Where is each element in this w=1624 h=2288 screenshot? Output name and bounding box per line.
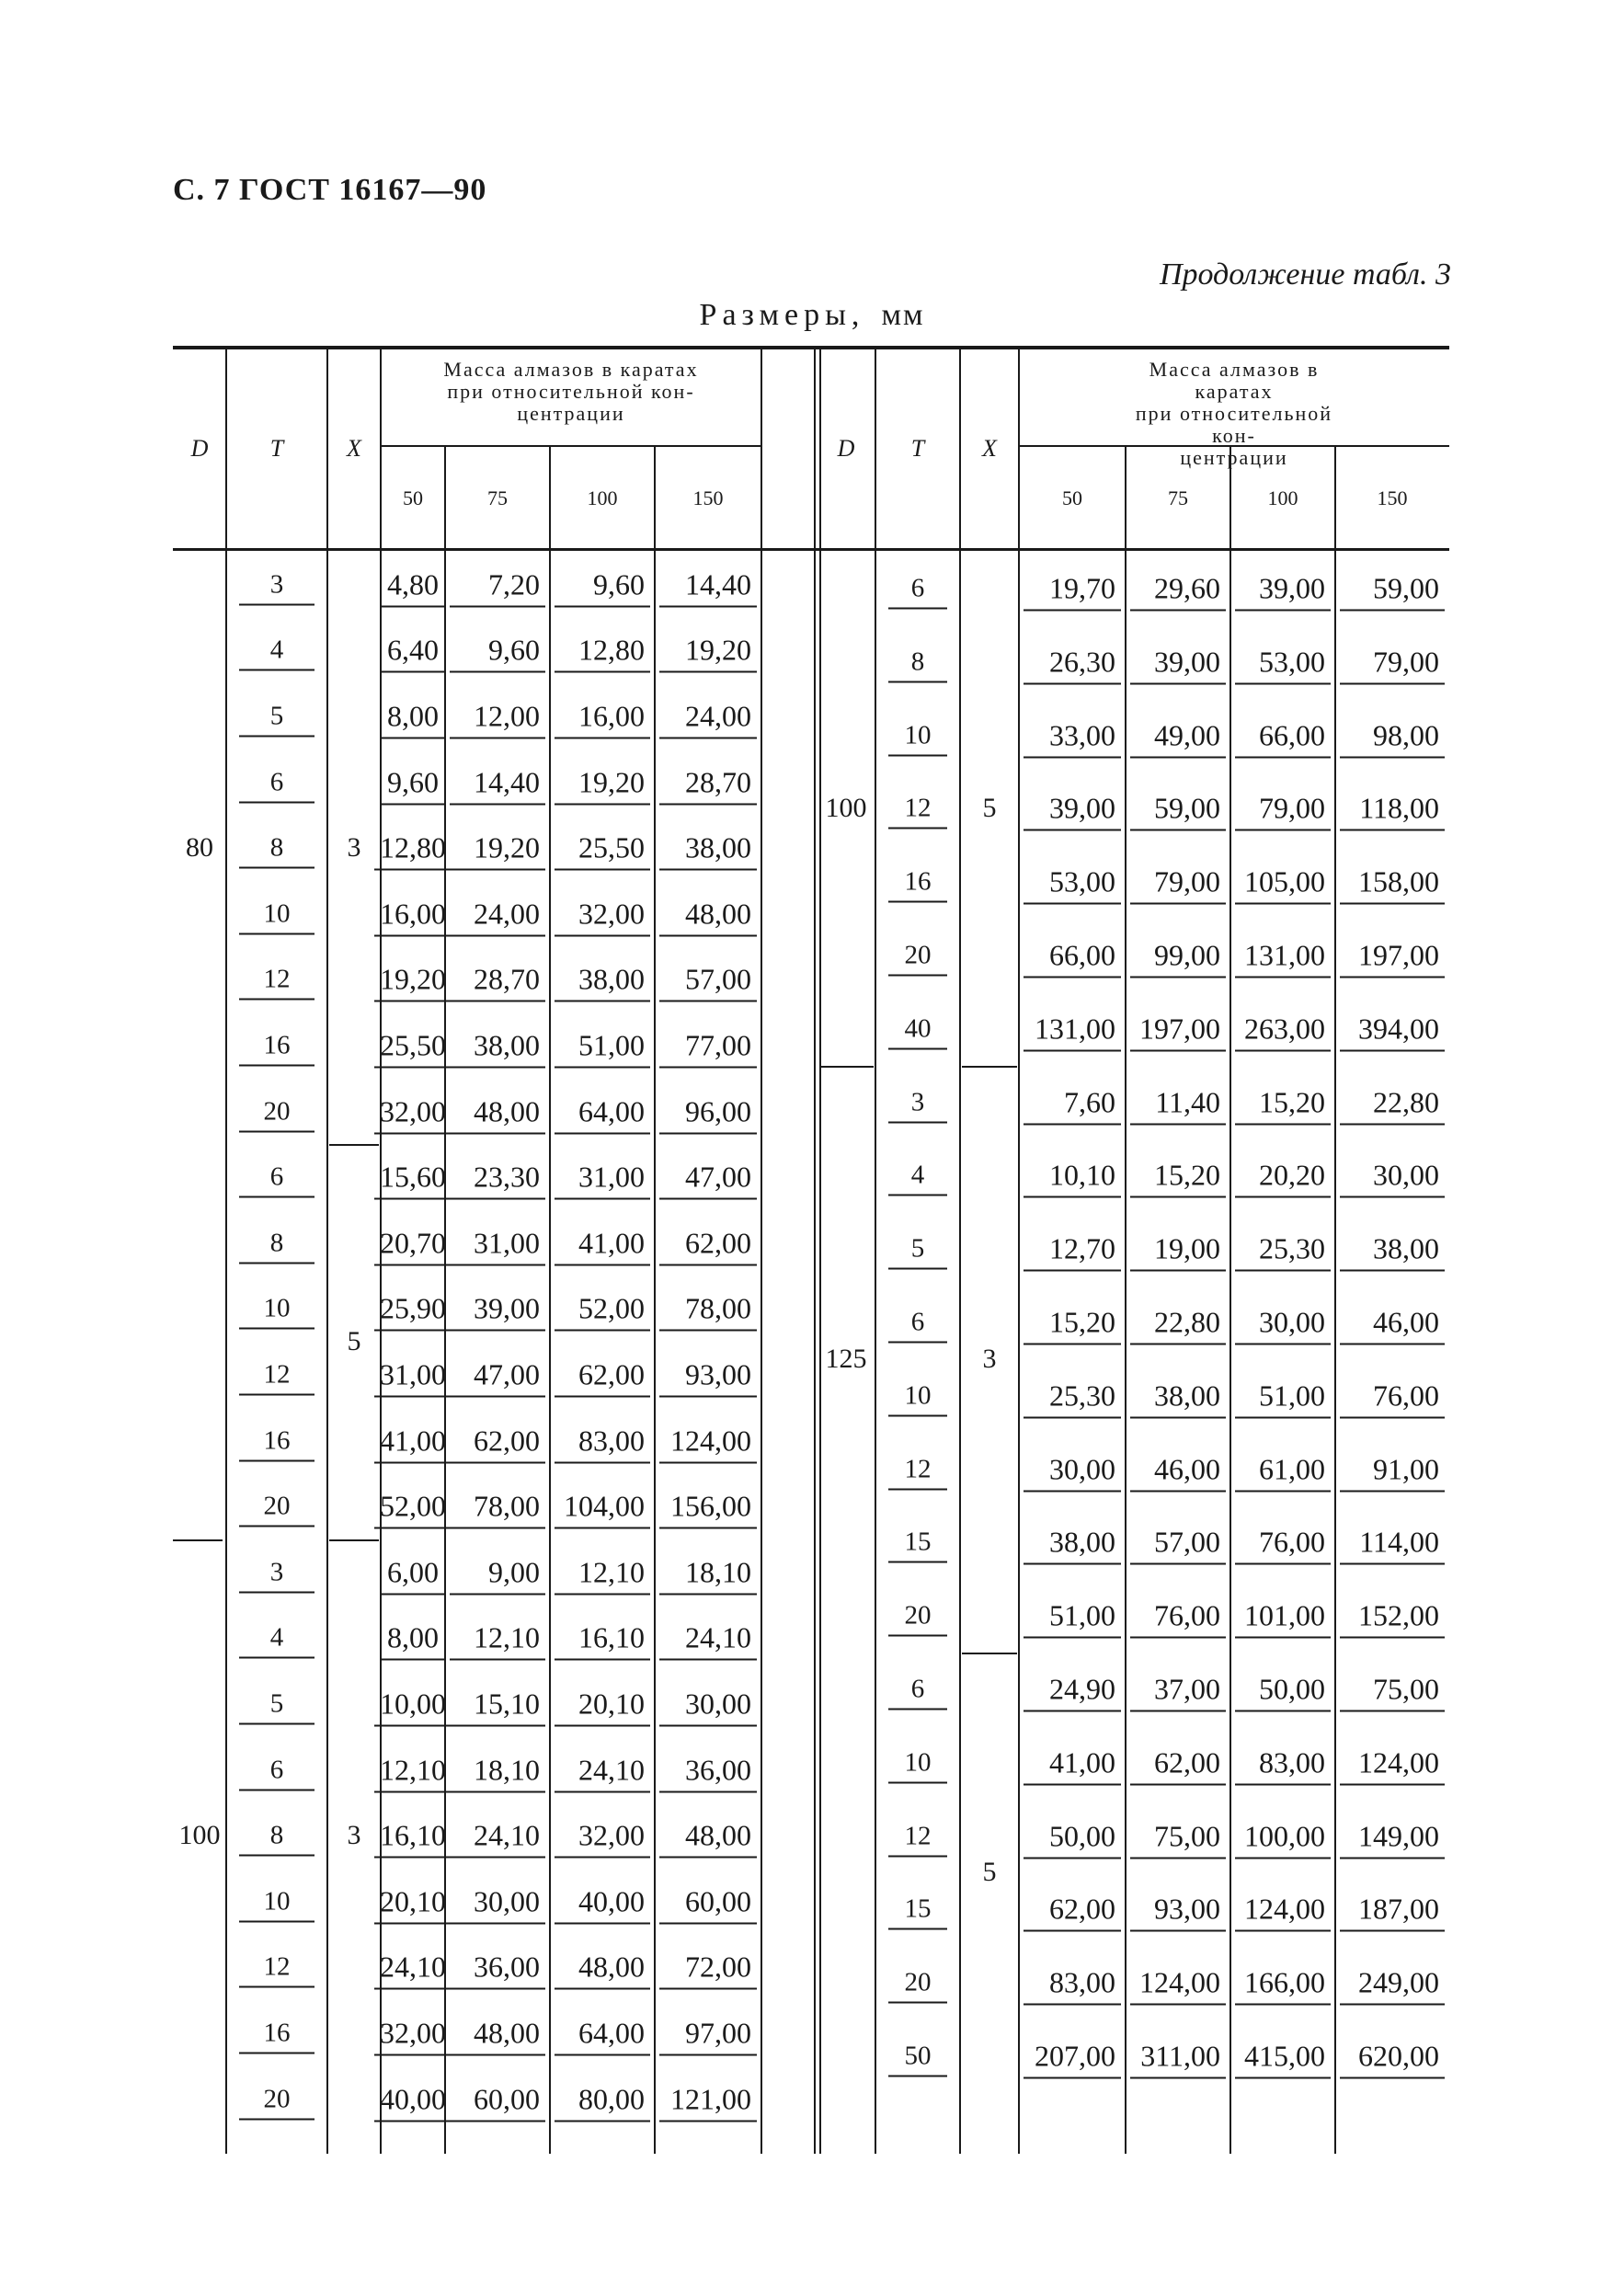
thickness-cell: 8 xyxy=(245,1821,309,1851)
mass-value-cell: 99,00 xyxy=(1136,938,1220,972)
mass-value-cell: 124,00 xyxy=(1136,1966,1220,2000)
mass-value-cell: 98,00 xyxy=(1345,718,1439,752)
mass-value-cell: 12,10 xyxy=(560,1555,645,1589)
units-mm: мм xyxy=(881,298,925,332)
thickness-cell: 15 xyxy=(894,1894,942,1925)
mass-value-cell: 149,00 xyxy=(1345,1819,1439,1853)
mass-value-cell: 30,00 xyxy=(455,1884,540,1918)
mass-value-cell: 62,00 xyxy=(560,1358,645,1392)
mass-value-cell: 12,10 xyxy=(380,1753,446,1787)
thickness-cell: 12 xyxy=(245,1952,309,1983)
mass-value-cell: 39,00 xyxy=(1136,645,1220,679)
mass-value-cell: 75,00 xyxy=(1136,1819,1220,1853)
diamond-mass-table xyxy=(173,346,1449,2154)
mass-value-cell: 23,30 xyxy=(455,1161,540,1195)
mass-value-cell: 10,10 xyxy=(1029,1159,1115,1193)
mass-value-cell: 620,00 xyxy=(1345,2039,1439,2073)
mass-value-cell: 16,10 xyxy=(380,1818,446,1852)
mass-value-cell: 41,00 xyxy=(380,1424,446,1458)
mass-value-cell: 78,00 xyxy=(455,1490,540,1524)
mass-value-cell: 101,00 xyxy=(1241,1599,1325,1633)
thickness-cell: 3 xyxy=(894,1087,942,1117)
mass-value-cell: 12,00 xyxy=(455,700,540,734)
thickness-cell: 8 xyxy=(245,833,309,864)
mass-value-cell: 15,20 xyxy=(1241,1085,1325,1119)
mass-value-cell: 47,00 xyxy=(665,1161,751,1195)
mass-value-cell: 48,00 xyxy=(665,897,751,931)
mass-value-cell: 131,00 xyxy=(1029,1012,1115,1046)
right-header-concentration: 75 xyxy=(1168,486,1188,509)
thickness-cell: 6 xyxy=(894,1674,942,1704)
mass-value-cell: 38,00 xyxy=(665,831,751,865)
mass-value-cell: 19,20 xyxy=(455,831,540,865)
mass-value-cell: 75,00 xyxy=(1345,1672,1439,1706)
mass-value-cell: 8,00 xyxy=(387,1620,439,1654)
mass-value-cell: 12,70 xyxy=(1029,1232,1115,1266)
header-bottom-rule xyxy=(173,548,1449,551)
mass-value-cell: 18,10 xyxy=(455,1753,540,1787)
mass-value-cell: 12,80 xyxy=(380,830,446,864)
mass-value-cell: 9,60 xyxy=(455,634,540,668)
mass-value-cell: 32,00 xyxy=(380,2016,446,2050)
thickness-cell: 16 xyxy=(245,1425,309,1456)
mass-value-cell: 32,00 xyxy=(560,897,645,931)
mass-value-cell: 105,00 xyxy=(1241,865,1325,899)
mass-value-cell: 207,00 xyxy=(1029,2039,1115,2073)
mass-value-cell: 37,00 xyxy=(1136,1672,1220,1706)
mass-value-cell: 52,00 xyxy=(560,1292,645,1326)
mass-value-cell: 91,00 xyxy=(1345,1452,1439,1486)
thickness-cell: 12 xyxy=(245,1360,309,1390)
mass-value-cell: 4,80 xyxy=(387,567,439,601)
group-x-value: 5 xyxy=(347,1326,361,1357)
mass-value-cell: 96,00 xyxy=(665,1094,751,1128)
thickness-cell: 10 xyxy=(894,720,942,750)
caption-line: при относительной кон- xyxy=(447,380,695,403)
thickness-cell: 3 xyxy=(245,569,309,600)
mass-value-cell: 19,20 xyxy=(560,765,645,799)
column-rule-double xyxy=(814,349,816,2154)
mass-value-cell: 51,00 xyxy=(560,1029,645,1063)
group-x-value: 5 xyxy=(982,793,997,824)
mass-value-cell: 52,00 xyxy=(380,1489,446,1523)
mass-value-cell: 30,00 xyxy=(1241,1305,1325,1339)
mass-value-cell: 8,00 xyxy=(387,699,439,733)
mass-value-cell: 25,50 xyxy=(560,831,645,865)
column-rule xyxy=(875,349,876,2154)
group-divider xyxy=(173,1539,223,1541)
thickness-cell: 6 xyxy=(245,1162,309,1193)
group-divider xyxy=(962,1066,1017,1068)
mass-value-cell: 79,00 xyxy=(1136,865,1220,899)
left-header-concentration: 50 xyxy=(403,486,423,509)
thickness-cell: 8 xyxy=(245,1228,309,1258)
group-divider xyxy=(820,1066,874,1068)
mass-value-cell: 76,00 xyxy=(1345,1379,1439,1413)
mass-value-cell: 14,40 xyxy=(455,765,540,799)
mass-value-cell: 156,00 xyxy=(665,1490,751,1524)
mass-value-cell: 20,70 xyxy=(380,1226,446,1260)
thickness-cell: 16 xyxy=(245,1031,309,1061)
mass-value-cell: 32,00 xyxy=(380,1094,446,1128)
mass-value-cell: 51,00 xyxy=(1029,1599,1115,1633)
mass-value-cell: 62,00 xyxy=(1136,1745,1220,1779)
mass-value-cell: 7,20 xyxy=(455,567,540,601)
group-x-value: 3 xyxy=(982,1343,997,1374)
thickness-cell: 20 xyxy=(894,940,942,970)
column-rule xyxy=(654,445,656,2154)
group-x-value: 3 xyxy=(347,832,361,864)
mass-value-cell: 83,00 xyxy=(1029,1966,1115,2000)
mass-value-cell: 39,00 xyxy=(1241,571,1325,605)
mass-value-cell: 24,00 xyxy=(455,897,540,931)
mass-value-cell: 22,80 xyxy=(1345,1085,1439,1119)
mass-value-cell: 38,00 xyxy=(1345,1232,1439,1266)
mass-value-cell: 46,00 xyxy=(1345,1305,1439,1339)
mass-value-cell: 100,00 xyxy=(1241,1819,1325,1853)
mass-value-cell: 12,80 xyxy=(560,634,645,668)
thickness-cell: 12 xyxy=(894,1821,942,1851)
mass-value-cell: 187,00 xyxy=(1345,1893,1439,1927)
thickness-cell: 16 xyxy=(245,2019,309,2049)
mass-value-cell: 7,60 xyxy=(1029,1085,1115,1119)
mass-value-cell: 30,00 xyxy=(1345,1159,1439,1193)
mass-value-cell: 28,70 xyxy=(665,765,751,799)
column-rule xyxy=(959,349,961,2154)
mass-value-cell: 79,00 xyxy=(1241,792,1325,826)
thickness-cell: 10 xyxy=(245,898,309,929)
mass-value-cell: 20,10 xyxy=(560,1687,645,1722)
mass-value-cell: 41,00 xyxy=(1029,1745,1115,1779)
mass-value-cell: 93,00 xyxy=(1136,1893,1220,1927)
mass-value-cell: 15,60 xyxy=(380,1160,446,1194)
mass-value-cell: 197,00 xyxy=(1345,938,1439,972)
mass-value-cell: 76,00 xyxy=(1136,1599,1220,1633)
thickness-cell: 6 xyxy=(245,1755,309,1785)
caption-line: центрации xyxy=(517,402,625,425)
mass-value-cell: 46,00 xyxy=(1136,1452,1220,1486)
group-d-value: 80 xyxy=(186,832,213,864)
right-header-concentration: 50 xyxy=(1062,486,1082,509)
caption-line: Масса алмазов в каратах xyxy=(1149,358,1320,403)
thickness-cell: 20 xyxy=(245,2084,309,2114)
mass-value-cell: 19,20 xyxy=(380,962,446,996)
mass-value-cell: 15,10 xyxy=(455,1687,540,1722)
mass-value-cell: 50,00 xyxy=(1029,1819,1115,1853)
mass-value-cell: 18,10 xyxy=(665,1555,751,1589)
mass-value-cell: 50,00 xyxy=(1241,1672,1325,1706)
column-rule xyxy=(225,349,227,2154)
mass-value-cell: 16,00 xyxy=(380,897,446,931)
thickness-cell: 6 xyxy=(894,1307,942,1337)
column-rule xyxy=(1018,349,1020,2154)
caption-line: центрации xyxy=(1180,446,1288,469)
mass-value-cell: 6,40 xyxy=(387,633,439,667)
mass-value-cell: 61,00 xyxy=(1241,1452,1325,1486)
mass-value-cell: 29,60 xyxy=(1136,571,1220,605)
thickness-cell: 8 xyxy=(894,646,942,677)
mass-value-cell: 25,30 xyxy=(1241,1232,1325,1266)
mass-value-cell: 15,20 xyxy=(1029,1305,1115,1339)
mass-value-cell: 9,60 xyxy=(387,765,439,799)
thickness-cell: 50 xyxy=(894,2041,942,2071)
column-rule xyxy=(326,349,328,2154)
thickness-cell: 20 xyxy=(894,1968,942,1998)
thickness-cell: 5 xyxy=(245,1689,309,1720)
mass-value-cell: 25,90 xyxy=(380,1291,446,1325)
mass-value-cell: 41,00 xyxy=(560,1226,645,1260)
mass-value-cell: 64,00 xyxy=(560,1094,645,1128)
mass-value-cell: 31,00 xyxy=(380,1357,446,1391)
left-mass-caption xyxy=(443,359,698,425)
mass-value-cell: 26,30 xyxy=(1029,645,1115,679)
left-header-d: D xyxy=(190,435,209,462)
mass-value-cell: 36,00 xyxy=(665,1753,751,1787)
column-rule xyxy=(1229,445,1231,2154)
thickness-cell: 5 xyxy=(894,1234,942,1264)
page-header: С. 7 ГОСТ 16167—90 xyxy=(173,173,487,207)
caption-line: Масса алмазов в каратах xyxy=(443,358,699,381)
mass-value-cell: 166,00 xyxy=(1241,1966,1325,2000)
mass-value-cell: 25,50 xyxy=(380,1028,446,1062)
mass-value-cell: 121,00 xyxy=(665,2082,751,2116)
mass-value-cell: 77,00 xyxy=(665,1029,751,1063)
mass-value-cell: 152,00 xyxy=(1345,1599,1439,1633)
mass-value-cell: 9,60 xyxy=(560,567,645,601)
thickness-cell: 12 xyxy=(894,1454,942,1484)
left-header-x: X xyxy=(347,435,361,462)
right-header-concentration: 100 xyxy=(1267,486,1298,509)
mass-value-cell: 33,00 xyxy=(1029,718,1115,752)
thickness-cell: 12 xyxy=(894,794,942,824)
subheader-rule xyxy=(381,445,761,447)
mass-value-cell: 11,40 xyxy=(1136,1085,1220,1119)
mass-value-cell: 51,00 xyxy=(1241,1379,1325,1413)
mass-value-cell: 104,00 xyxy=(560,1490,645,1524)
thickness-cell: 3 xyxy=(245,1557,309,1587)
mass-value-cell: 39,00 xyxy=(455,1292,540,1326)
mass-value-cell: 19,20 xyxy=(665,634,751,668)
thickness-cell: 6 xyxy=(245,767,309,797)
mass-value-cell: 19,00 xyxy=(1136,1232,1220,1266)
right-header-concentration: 150 xyxy=(1377,486,1408,509)
mass-value-cell: 131,00 xyxy=(1241,938,1325,972)
mass-value-cell: 415,00 xyxy=(1241,2039,1325,2073)
left-header-concentration: 150 xyxy=(692,486,724,509)
mass-value-cell: 60,00 xyxy=(665,1884,751,1918)
mass-value-cell: 66,00 xyxy=(1029,938,1115,972)
table-top-rule xyxy=(173,346,1449,349)
mass-value-cell: 66,00 xyxy=(1241,718,1325,752)
right-mass-caption xyxy=(1127,359,1342,469)
mass-value-cell: 118,00 xyxy=(1345,792,1439,826)
mass-value-cell: 83,00 xyxy=(560,1424,645,1458)
mass-value-cell: 114,00 xyxy=(1345,1526,1439,1560)
mass-value-cell: 9,00 xyxy=(455,1555,540,1589)
mass-value-cell: 80,00 xyxy=(560,2082,645,2116)
group-d-value: 100 xyxy=(825,793,867,824)
mass-value-cell: 59,00 xyxy=(1136,792,1220,826)
mass-value-cell: 53,00 xyxy=(1241,645,1325,679)
thickness-cell: 10 xyxy=(245,1886,309,1916)
mass-value-cell: 24,10 xyxy=(380,1950,446,1984)
mass-value-cell: 60,00 xyxy=(455,2082,540,2116)
thickness-cell: 20 xyxy=(894,1601,942,1631)
mass-value-cell: 48,00 xyxy=(665,1819,751,1853)
units-word: Размеры, xyxy=(699,298,865,332)
mass-value-cell: 16,00 xyxy=(560,700,645,734)
mass-value-cell: 48,00 xyxy=(455,1094,540,1128)
mass-value-cell: 39,00 xyxy=(1029,792,1115,826)
mass-value-cell: 24,10 xyxy=(560,1753,645,1787)
column-rule xyxy=(761,349,762,2154)
mass-value-cell: 79,00 xyxy=(1345,645,1439,679)
mass-value-cell: 93,00 xyxy=(665,1358,751,1392)
mass-value-cell: 20,20 xyxy=(1241,1159,1325,1193)
left-header-concentration: 75 xyxy=(487,486,508,509)
mass-value-cell: 76,00 xyxy=(1241,1526,1325,1560)
left-header-t: T xyxy=(269,435,284,462)
mass-value-cell: 59,00 xyxy=(1345,571,1439,605)
mass-value-cell: 25,30 xyxy=(1029,1379,1115,1413)
mass-value-cell: 40,00 xyxy=(380,2082,446,2116)
group-d-value: 100 xyxy=(178,1820,221,1851)
group-divider xyxy=(329,1144,379,1146)
mass-value-cell: 249,00 xyxy=(1345,1966,1439,2000)
mass-value-cell: 16,10 xyxy=(560,1621,645,1655)
mass-value-cell: 31,00 xyxy=(455,1226,540,1260)
mass-value-cell: 10,00 xyxy=(380,1687,446,1721)
mass-value-cell: 38,00 xyxy=(560,963,645,997)
thickness-cell: 10 xyxy=(894,1747,942,1778)
mass-value-cell: 57,00 xyxy=(1136,1526,1220,1560)
continuation-caption: Продолжение табл. 3 xyxy=(1159,257,1451,292)
column-rule xyxy=(549,445,551,2154)
mass-value-cell: 22,80 xyxy=(1136,1305,1220,1339)
mass-value-cell: 158,00 xyxy=(1345,865,1439,899)
right-header-x: X xyxy=(982,435,997,462)
mass-value-cell: 31,00 xyxy=(560,1161,645,1195)
thickness-cell: 4 xyxy=(894,1161,942,1191)
thickness-cell: 10 xyxy=(245,1294,309,1324)
caption-line: при относительной кон- xyxy=(1135,402,1333,447)
mass-value-cell: 36,00 xyxy=(455,1951,540,1985)
mass-value-cell: 24,00 xyxy=(665,700,751,734)
mass-value-cell: 48,00 xyxy=(560,1951,645,1985)
thickness-cell: 40 xyxy=(894,1013,942,1044)
mass-value-cell: 24,90 xyxy=(1029,1672,1115,1706)
thickness-cell: 16 xyxy=(894,867,942,898)
mass-value-cell: 20,10 xyxy=(380,1884,446,1918)
units-caption xyxy=(0,298,1624,333)
mass-value-cell: 78,00 xyxy=(665,1292,751,1326)
mass-value-cell: 38,00 xyxy=(1029,1526,1115,1560)
mass-value-cell: 24,10 xyxy=(665,1621,751,1655)
mass-value-cell: 49,00 xyxy=(1136,718,1220,752)
group-divider xyxy=(329,1539,379,1541)
right-header-d: D xyxy=(837,435,855,462)
thickness-cell: 4 xyxy=(245,635,309,666)
mass-value-cell: 124,00 xyxy=(1241,1893,1325,1927)
mass-value-cell: 124,00 xyxy=(1345,1745,1439,1779)
column-rule-double xyxy=(819,349,821,2154)
mass-value-cell: 62,00 xyxy=(1029,1893,1115,1927)
mass-value-cell: 28,70 xyxy=(455,963,540,997)
mass-value-cell: 64,00 xyxy=(560,2017,645,2051)
mass-value-cell: 197,00 xyxy=(1136,1012,1220,1046)
column-rule xyxy=(1125,445,1127,2154)
group-x-value: 3 xyxy=(347,1820,361,1851)
mass-value-cell: 57,00 xyxy=(665,963,751,997)
mass-value-cell: 19,70 xyxy=(1029,571,1115,605)
right-header-t: T xyxy=(910,435,925,462)
mass-value-cell: 38,00 xyxy=(1136,1379,1220,1413)
mass-value-cell: 311,00 xyxy=(1136,2039,1220,2073)
thickness-cell: 5 xyxy=(245,702,309,732)
mass-value-cell: 6,00 xyxy=(387,1555,439,1589)
mass-value-cell: 47,00 xyxy=(455,1358,540,1392)
mass-value-cell: 97,00 xyxy=(665,2017,751,2051)
mass-value-cell: 14,40 xyxy=(665,567,751,601)
thickness-cell: 4 xyxy=(245,1623,309,1653)
mass-value-cell: 32,00 xyxy=(560,1819,645,1853)
mass-value-cell: 124,00 xyxy=(665,1424,751,1458)
mass-value-cell: 12,10 xyxy=(455,1621,540,1655)
mass-value-cell: 24,10 xyxy=(455,1819,540,1853)
mass-value-cell: 62,00 xyxy=(455,1424,540,1458)
mass-value-cell: 62,00 xyxy=(665,1226,751,1260)
mass-value-cell: 38,00 xyxy=(455,1029,540,1063)
group-x-value: 5 xyxy=(982,1857,997,1888)
group-d-value: 125 xyxy=(825,1343,867,1374)
thickness-cell: 6 xyxy=(894,573,942,603)
mass-value-cell: 40,00 xyxy=(560,1884,645,1918)
left-header-concentration: 100 xyxy=(587,486,618,509)
thickness-cell: 10 xyxy=(894,1380,942,1411)
mass-value-cell: 72,00 xyxy=(665,1951,751,1985)
mass-value-cell: 394,00 xyxy=(1345,1012,1439,1046)
thickness-cell: 12 xyxy=(245,965,309,995)
mass-value-cell: 30,00 xyxy=(1029,1452,1115,1486)
group-divider xyxy=(962,1653,1017,1654)
mass-value-cell: 53,00 xyxy=(1029,865,1115,899)
column-rule xyxy=(1334,445,1336,2154)
mass-value-cell: 15,20 xyxy=(1136,1159,1220,1193)
thickness-cell: 20 xyxy=(245,1096,309,1127)
mass-value-cell: 48,00 xyxy=(455,2017,540,2051)
thickness-cell: 20 xyxy=(245,1492,309,1522)
mass-value-cell: 263,00 xyxy=(1241,1012,1325,1046)
thickness-cell: 15 xyxy=(894,1527,942,1558)
mass-value-cell: 83,00 xyxy=(1241,1745,1325,1779)
mass-value-cell: 30,00 xyxy=(665,1687,751,1722)
